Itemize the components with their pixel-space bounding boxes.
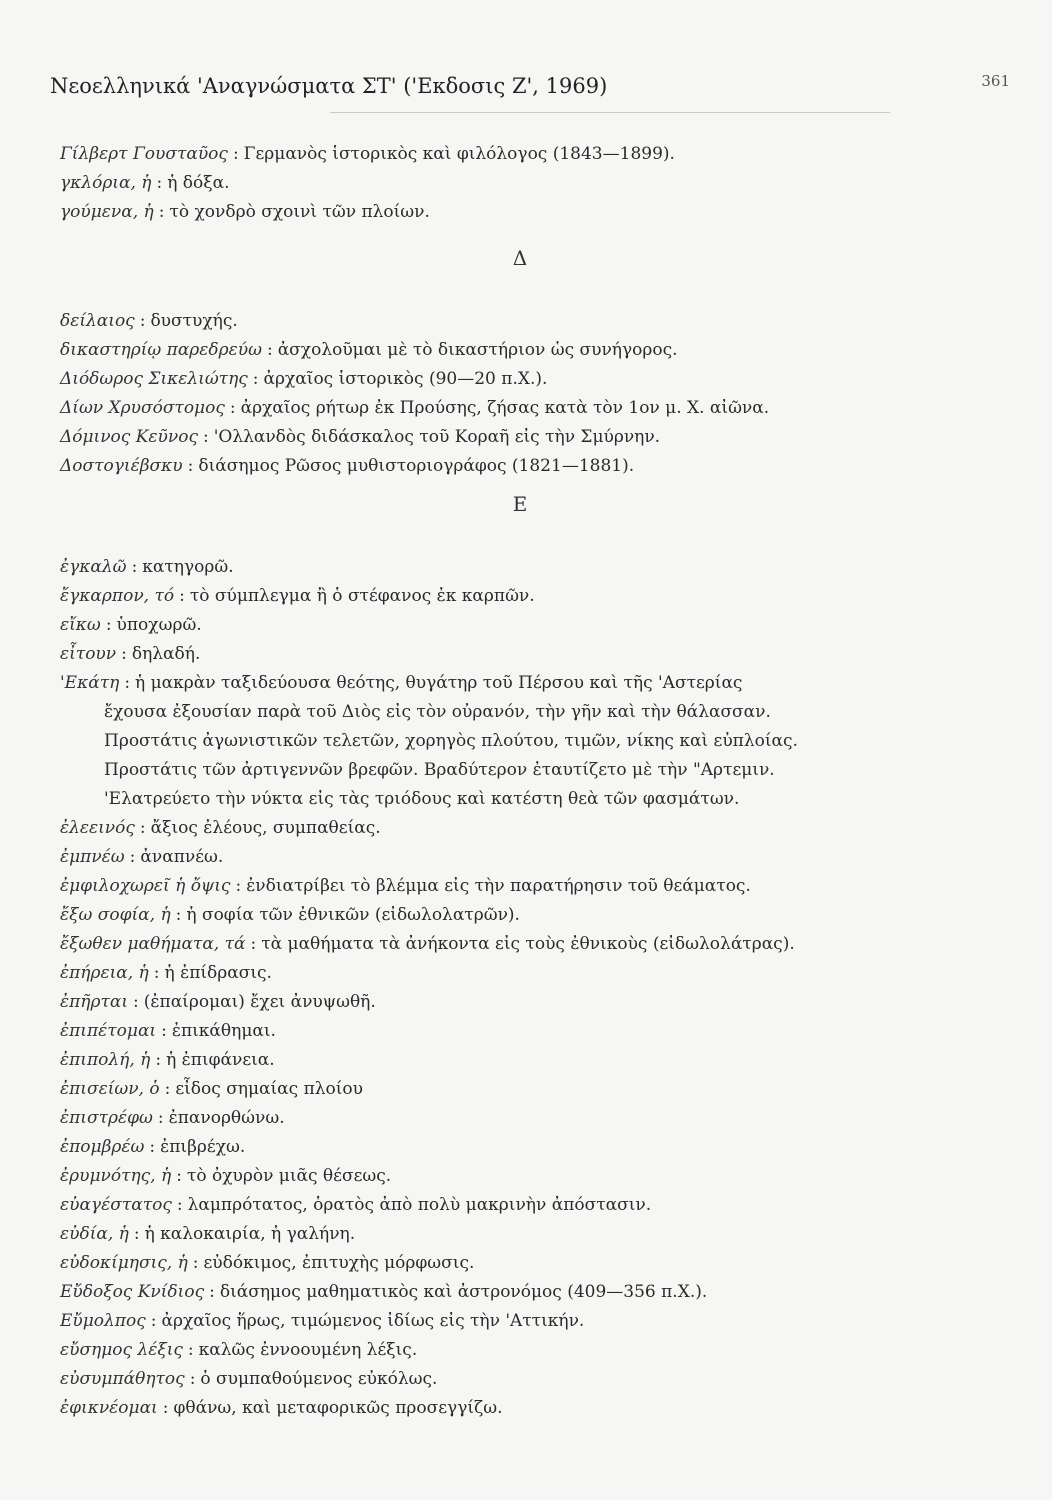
entry-term: ἐπῆρται <box>60 992 129 1012</box>
glossary-entry <box>60 1017 980 1046</box>
entry-separator: : <box>232 144 239 164</box>
entry-term: εἴκω <box>60 615 101 635</box>
entry-separator: : <box>162 1398 169 1418</box>
entry-separator: : <box>176 1195 183 1215</box>
entry-term: Εὔδοξος Κνίδιος <box>60 1282 205 1302</box>
entry-separator: : <box>121 644 127 664</box>
entry-continuation: ἔχουσα ἐξουσίαν παρὰ τοῦ Διὸς εἰς τὸν οὐρανόν, τὴν γῆν καὶ τὴν θάλασσαν. <box>104 702 771 722</box>
glossary-entry <box>60 140 980 169</box>
entry-separator: : <box>133 1224 140 1244</box>
glossary-entry <box>60 1336 980 1365</box>
glossary-entry <box>60 1191 980 1220</box>
entry-definition: ἡ καλοκαιρία, ἡ γαλήνη. <box>144 1224 356 1244</box>
glossary-entry <box>60 1046 980 1075</box>
glossary-entry <box>60 1220 980 1249</box>
entry-separator: : <box>189 1369 196 1389</box>
entry-term: εὐδία, ἡ <box>60 1224 129 1244</box>
entry-separator: : <box>179 586 185 606</box>
entry-separator: : <box>155 1050 162 1070</box>
glossary-entry <box>60 1278 980 1307</box>
entry-separator: : <box>161 1021 167 1041</box>
glossary-entry <box>60 553 980 582</box>
entry-definition: ὁ συμπαθούμενος εὐκόλως. <box>200 1369 438 1389</box>
glossary-entry <box>60 307 980 336</box>
entry-term: γκλόρια, ἡ <box>60 173 152 193</box>
entry-term: Δίων Χρυσόστομος <box>60 398 225 418</box>
entry-definition: εὐδόκιμος, ἐπιτυχὴς μόρφωσις. <box>203 1253 475 1273</box>
glossary-entry <box>60 169 980 198</box>
entry-definition: (ἐπαίρομαι) ἔχει ἀνυψωθῆ. <box>143 992 376 1012</box>
entry-separator: : <box>252 369 259 389</box>
entry-definition: ἀναπνέω. <box>140 847 224 867</box>
entry-definition: διάσημος μαθηματικὸς καὶ ἀστρονόμος (409—356 π.Χ.). <box>219 1282 708 1302</box>
glossary-entry <box>60 423 980 452</box>
entry-definition: δηλαδή. <box>131 644 201 664</box>
entry-term: εὐδοκίμησις, ἡ <box>60 1253 188 1273</box>
entry-definition: ἐνδιατρίβει τὸ βλέμμα εἰς τὴν παρατήρησιν τοῦ θεάματος. <box>246 876 751 896</box>
entry-term: ἔξωθεν μαθήματα, τά <box>60 934 246 954</box>
section-letter: Ε <box>512 492 528 516</box>
entry-definition: κατηγορῶ. <box>142 557 234 577</box>
entry-term: ἐπήρεια, ἡ <box>60 963 149 983</box>
glossary-entry <box>60 1133 980 1162</box>
glossary-entry <box>60 1075 980 1104</box>
glossary-entry <box>60 872 980 901</box>
entry-definition: καλῶς ἐννοουμένη λέξις. <box>198 1340 418 1360</box>
entry-definition: ἐπιβρέχω. <box>160 1137 246 1157</box>
entry-separator: : <box>139 818 146 838</box>
entry-definition: ἡ δόξα. <box>167 173 230 193</box>
entry-definition: 'Ολλανδὸς διδάσκαλος τοῦ Κοραῆ εἰς τὴν Σμύρνην. <box>213 427 661 447</box>
entry-term: ἐπισείων, ὁ <box>60 1079 160 1099</box>
entry-separator: : <box>192 1253 199 1273</box>
glossary-entry <box>60 843 980 872</box>
glossary-entry <box>60 336 980 365</box>
entry-definition: Γερμανὸς ἱστορικὸς καὶ φιλόλογος (1843—1899). <box>243 144 675 164</box>
entry-definition: ἀρχαῖος ρήτωρ ἐκ Προύσης, ζήσας κατὰ τὸν 1ον μ. Χ. αἰῶνα. <box>240 398 770 418</box>
glossary-entry <box>60 394 980 423</box>
glossary-entry <box>60 1394 980 1423</box>
glossary-entry <box>60 988 980 1017</box>
entry-term: ἐρυμνότης, ἡ <box>60 1166 172 1186</box>
entry-term: δικαστηρίῳ παρεδρεύω <box>60 340 262 360</box>
entry-separator: : <box>164 1079 171 1099</box>
entry-separator: : <box>150 1311 157 1331</box>
entry-separator: : <box>105 615 112 635</box>
glossary-entry <box>60 669 980 698</box>
entry-separator: : <box>153 963 160 983</box>
entry-definition: ἡ σοφία τῶν ἐθνικῶν (εἰδωλολατρῶν). <box>186 905 520 925</box>
entry-separator: : <box>187 456 194 476</box>
entry-separator: : <box>158 202 165 222</box>
entry-term: ἐπιπέτομαι <box>60 1021 157 1041</box>
entry-term: δείλαιος <box>60 311 135 331</box>
entry-term: ἐμπνέω <box>60 847 125 867</box>
entry-continuation: 'Ελατρεύετο τὴν νύκτα εἰς τὰς τριόδους καὶ κατέστη θεὰ τῶν φασμάτων. <box>104 789 740 809</box>
glossary-entry <box>60 1104 980 1133</box>
entry-term: Δοστογιέβσκυ <box>60 456 183 476</box>
page-header <box>50 74 1010 110</box>
entry-separator: : <box>209 1282 215 1302</box>
entry-term: ἔξω σοφία, ἡ <box>60 905 171 925</box>
entry-separator: : <box>175 905 182 925</box>
glossary-entry <box>60 365 980 394</box>
entry-definition: ἐπανορθώνω. <box>168 1108 285 1128</box>
entry-separator: : <box>157 1108 164 1128</box>
entry-definition: λαμπρότατος, ὁρατὸς ἀπὸ πολὺ μακρινὴν ἀπόστασιν. <box>187 1195 652 1215</box>
entry-term: εἶτουν <box>60 644 117 664</box>
entry-definition: ἡ ἐπιφάνεια. <box>166 1050 275 1070</box>
section-spacer <box>60 227 980 235</box>
entry-term: ἐπομβρέω <box>60 1137 145 1157</box>
entry-term: εὐαγέστατος <box>60 1195 172 1215</box>
entry-separator: : <box>131 557 138 577</box>
entry-separator: : <box>133 992 139 1012</box>
entry-definition: διάσημος Ρῶσος μυθιστοριογράφος (1821—1881). <box>198 456 635 476</box>
glossary-entry <box>60 1162 980 1191</box>
entry-term: ἐφικνέομαι <box>60 1398 158 1418</box>
entry-term: γούμενα, ἡ <box>60 202 154 222</box>
glossary-entry <box>60 814 980 843</box>
entry-definition: εἶδος σημαίας πλοίου <box>175 1079 364 1099</box>
glossary-entry <box>60 640 980 669</box>
entry-separator: : <box>229 398 236 418</box>
entry-term: Γίλβερτ Γουσταῦος <box>60 144 228 164</box>
entry-separator: : <box>149 1137 156 1157</box>
section-letter: Δ <box>512 246 528 270</box>
running-title: Νεοελληνικά 'Αναγνώσματα ΣΤ' ('Εκδοσις Ζ', 1969) <box>50 74 608 98</box>
glossary-entry <box>60 1365 980 1394</box>
glossary-entry <box>60 1307 980 1336</box>
entry-term: Δόμινος Κεῦνος <box>60 427 198 447</box>
entry-term: ἐπιστρέφω <box>60 1108 153 1128</box>
entry-term: Διόδωρος Σικελιώτης <box>60 369 248 389</box>
glossary-entry <box>60 901 980 930</box>
entry-term: εὐσυμπάθητος <box>60 1369 185 1389</box>
entry-separator: : <box>187 1340 194 1360</box>
entry-definition: ὑποχωρῶ. <box>116 615 202 635</box>
entry-definition: ἄξιος ἐλέους, συμπαθείας. <box>150 818 381 838</box>
glossary-entry <box>60 1249 980 1278</box>
entry-term: ἐπιπολή, ἡ <box>60 1050 151 1070</box>
entry-separator: : <box>202 427 209 447</box>
entry-term: 'Εκάτη <box>60 673 120 693</box>
entry-separator: : <box>250 934 257 954</box>
entry-continuation: Προστάτις ἀγωνιστικῶν τελετῶν, χορηγὸς πλούτου, τιμῶν, νίκης καὶ εὐπλοίας. <box>104 731 798 751</box>
entry-term: ἐλεεινός <box>60 818 135 838</box>
entry-definition: ἀρχαῖος ἱστορικὸς (90—20 π.Χ.). <box>263 369 548 389</box>
entry-definition: ἀσχολοῦμαι μὲ τὸ δικαστήριον ὡς συνήγορος. <box>277 340 678 360</box>
entry-definition: τὸ ὀχυρὸν μιᾶς θέσεως. <box>186 1166 392 1186</box>
entry-definition: ἀρχαῖος ἥρως, τιμώμενος ἰδίως εἰς τὴν 'Αττικήν. <box>161 1311 585 1331</box>
entry-term: ἔγκαρπον, τό <box>60 586 175 606</box>
entry-separator: : <box>124 673 131 693</box>
glossary-entry <box>60 611 980 640</box>
entry-term: ἐμφιλοχωρεῖ ἡ ὄψις <box>60 876 231 896</box>
entry-definition: ἡ ἐπίδρασις. <box>164 963 272 983</box>
glossary-entry <box>60 930 980 959</box>
entry-separator: : <box>176 1166 182 1186</box>
glossary <box>60 140 980 1423</box>
entry-separator: : <box>235 876 242 896</box>
glossary-entry <box>60 452 980 481</box>
entry-term: εὔσημος λέξις <box>60 1340 183 1360</box>
header-rule <box>330 112 890 113</box>
entry-term: Εὔμολπος <box>60 1311 146 1331</box>
entry-definition: φθάνω, καὶ μεταφορικῶς προσεγγίζω. <box>173 1398 503 1418</box>
entry-separator: : <box>129 847 136 867</box>
entry-definition: δυστυχής. <box>150 311 238 331</box>
glossary-entry <box>60 959 980 988</box>
entry-definition: τὸ χονδρὸ σχοινὶ τῶν πλοίων. <box>169 202 430 222</box>
entry-definition: τὸ σύμπλεγμα ἢ ὁ στέφανος ἐκ καρπῶν. <box>189 586 535 606</box>
entry-definition: τὰ μαθήματα τὰ ἀνήκοντα εἰς τοὺς ἐθνικοὺς (εἰδωλολάτρας). <box>261 934 795 954</box>
entry-term: ἐγκαλῶ <box>60 557 127 577</box>
page-number: 361 <box>981 72 1010 90</box>
entry-separator: : <box>156 173 163 193</box>
glossary-entry <box>60 198 980 227</box>
entry-separator: : <box>266 340 273 360</box>
entry-definition: ἡ μακρὰν ταξιδεύουσα θεότης, θυγάτηρ τοῦ Πέρσου καὶ τῆς 'Αστερίας <box>135 673 743 693</box>
entry-definition: ἐπικάθημαι. <box>171 1021 276 1041</box>
entry-continuation: Προστάτις τῶν ἀρτιγεννῶν βρεφῶν. Βραδύτερον ἐταυτίζετο μὲ τὴν "Αρτεμιν. <box>104 760 775 780</box>
entry-separator: : <box>139 311 146 331</box>
glossary-entry <box>60 582 980 611</box>
